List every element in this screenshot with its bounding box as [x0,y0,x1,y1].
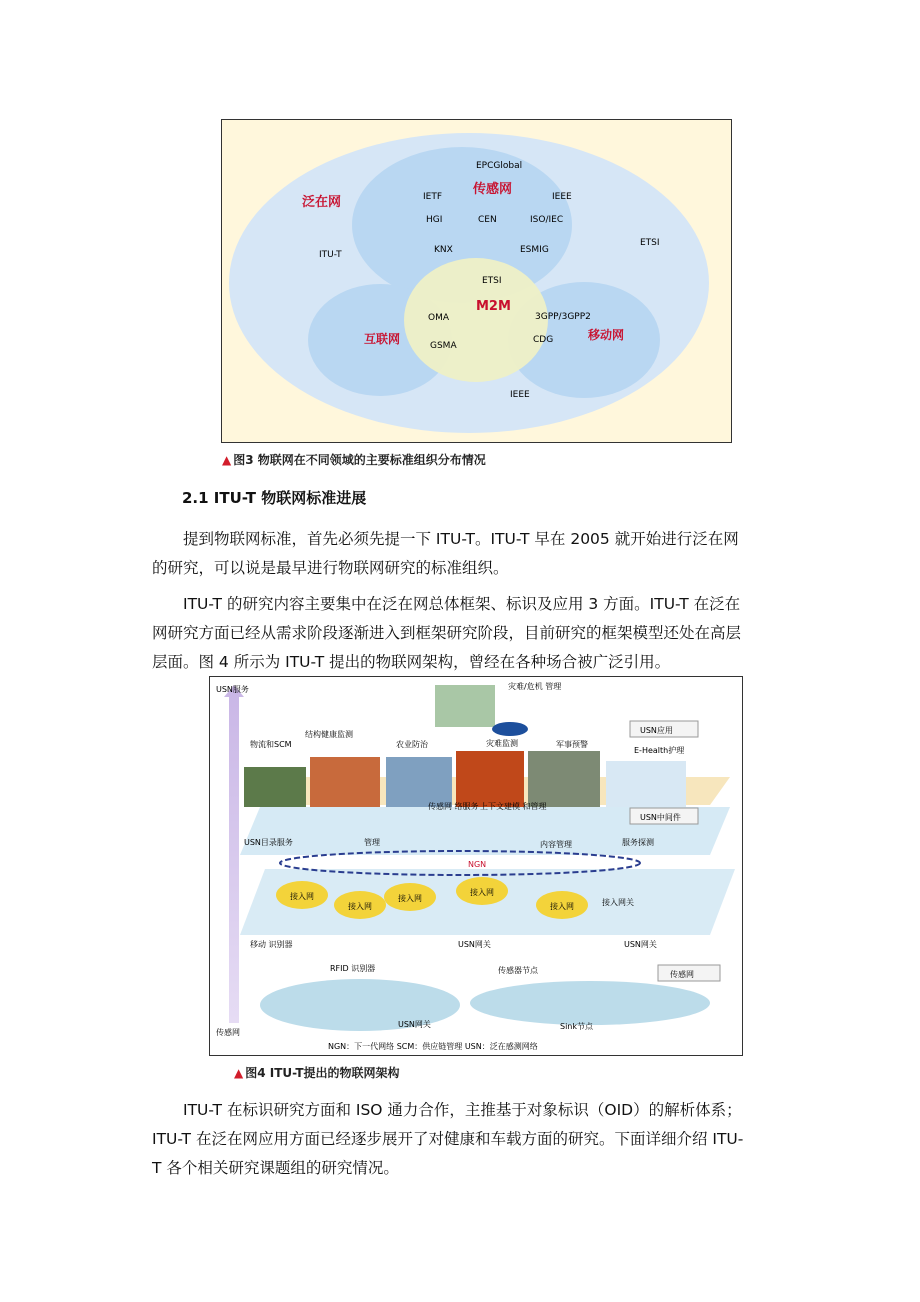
label-access-1: 接入网 [290,892,314,901]
label-sink-node: Sink节点 [560,1022,594,1031]
label-usn-gateway-3: USN网关 [398,1020,431,1029]
caption-triangle-icon: ▲ [222,453,232,467]
org-esmig: ESMIG [520,245,549,255]
section-heading: 2.1 ITU-T 物联网标准进展 [182,489,367,507]
paragraph-3-line-1: ITU-T 在标识研究方面和 ISO 通力合作，主推基于对象标识（OID）的解析体系； [183,1101,742,1119]
org-knx: KNX [434,245,453,255]
org-gsma: GSMA [430,341,457,351]
org-etsi-right: ETSI [640,238,660,248]
org-itut: ITU-T [319,250,342,260]
label-ngn: NGN [468,860,487,869]
org-ieee-top: IEEE [552,192,572,202]
label-ubiquitous: 泛在网 [302,195,342,210]
paragraph-1 [152,525,772,583]
org-hgi: HGI [426,215,443,225]
paragraph-3-line-3: T 各个相关研究课题组的研究情况。 [152,1159,399,1177]
org-3gpp: 3GPP/3GPP2 [535,312,591,322]
figure-4-caption [234,1064,400,1081]
org-oma: OMA [428,313,450,323]
paragraph-2 [152,590,772,677]
label-content-mgmt: 内容管理 [540,840,572,849]
label-mobile-reader: 移动 识别器 [250,940,293,949]
label-access-4: 接入网 [470,888,494,897]
figure-3-caption-text: 图3 物联网在不同领域的主要标准组织分布情况 [233,453,486,467]
label-sensor-network-bottom: 传感网 [216,1028,240,1037]
label-mgmt: 管理 [364,838,380,847]
label-disaster-mgmt: 灾难/危机 管理 [508,682,562,691]
org-ietf: IETF [423,192,443,202]
label-sensor-node: 传感器节点 [498,966,538,975]
figure-3-diagram [221,119,732,443]
figure-4-legend: NGN：下一代网络 SCM：供应链管理 USN：泛在感测网络 [328,1042,538,1051]
label-military: 军事预警 [556,740,588,749]
label-structure-monitor: 结构健康监测 [305,730,353,739]
label-access-5: 接入网 [550,902,574,911]
label-usn-service: USN服务 [216,685,249,694]
label-scm: 物流和SCM [250,740,292,749]
label-rfid-reader: RFID 识别器 [330,964,376,973]
org-ieee-bottom: IEEE [510,390,530,400]
image-car [492,722,528,736]
image-military [528,751,600,807]
figure-4-caption-text: 图4 ITU-T提出的物联网架构 [245,1066,400,1080]
paragraph-1-line-1: 提到物联网标准，首先必须先提一下 ITU-T。ITU-T 早在 2005 就开始进行泛在网 [183,530,739,548]
label-access-2: 接入网 [348,902,372,911]
standards-venn-diagram [222,120,731,442]
paragraph-2-line-1: ITU-T 的研究内容主要集中在泛在网总体框架、标识及应用 3 方面。ITU-T 在泛在 [183,595,741,613]
label-sensing-service: 传感网 络服务 [428,802,479,811]
label-sensor-network: 传感网 [473,182,513,197]
sensor-field-right [470,981,710,1025]
image-bridge [310,757,380,807]
caption-triangle-icon-2: ▲ [234,1066,244,1080]
paragraph-2-line-2: 网研究方面已经从需求阶段逐渐进入到框架研究阶段，目前研究的框架模型还处在高层 [152,624,742,642]
label-internet: 互联网 [364,332,401,346]
label-usn-directory: USN目录服务 [244,838,293,847]
paragraph-3-line-2: ITU-T 在泛在网应用方面已经逐步展开了对健康和车载方面的研究。下面详细介绍 ITU- [152,1130,744,1148]
label-service-discovery: 服务探测 [622,838,654,847]
label-usn-app: USN应用 [640,726,673,735]
label-m2m: M2M [476,299,511,314]
label-sensor-net-box: 传感网 [670,970,694,979]
label-context: 上下文建模 和管理 [480,802,547,811]
itu-iot-architecture [210,677,742,1055]
figure-4-diagram [209,676,743,1056]
label-disaster-monitor: 灾难监测 [486,739,518,748]
label-ehealth: E-Health护理 [634,746,685,755]
image-ehealth [606,761,686,807]
paragraph-2-line-3: 层面。图 4 所示为 ITU-T 提出的物联网架构，曾经在各种场合被广泛引用。 [152,653,671,671]
org-etsi-center: ETSI [482,276,502,286]
image-farm [386,757,452,807]
org-cen: CEN [478,215,497,225]
label-agri: 农业防治 [396,740,428,749]
paragraph-1-line-2: 的研究，可以说是最早进行物联网研究的标准组织。 [152,559,509,577]
label-usn-gateway-2: USN网关 [624,940,657,949]
org-epcglobal: EPCGlobal [476,161,523,171]
figure-3-caption [222,451,486,468]
org-isoiec: ISO/IEC [530,215,564,225]
label-usn-middleware: USN中间件 [640,813,681,822]
m2m-ellipse [404,258,548,382]
label-access-3: 接入网 [398,894,422,903]
paragraph-3 [152,1096,772,1183]
image-fire [456,751,524,807]
label-mobile-network: 移动网 [588,328,625,342]
image-control-room [435,685,495,727]
label-access-gateway: 接入网关 [602,898,634,907]
label-usn-gateway-1: USN网关 [458,940,491,949]
image-logistics [244,767,306,807]
org-cdg: CDG [533,335,554,345]
